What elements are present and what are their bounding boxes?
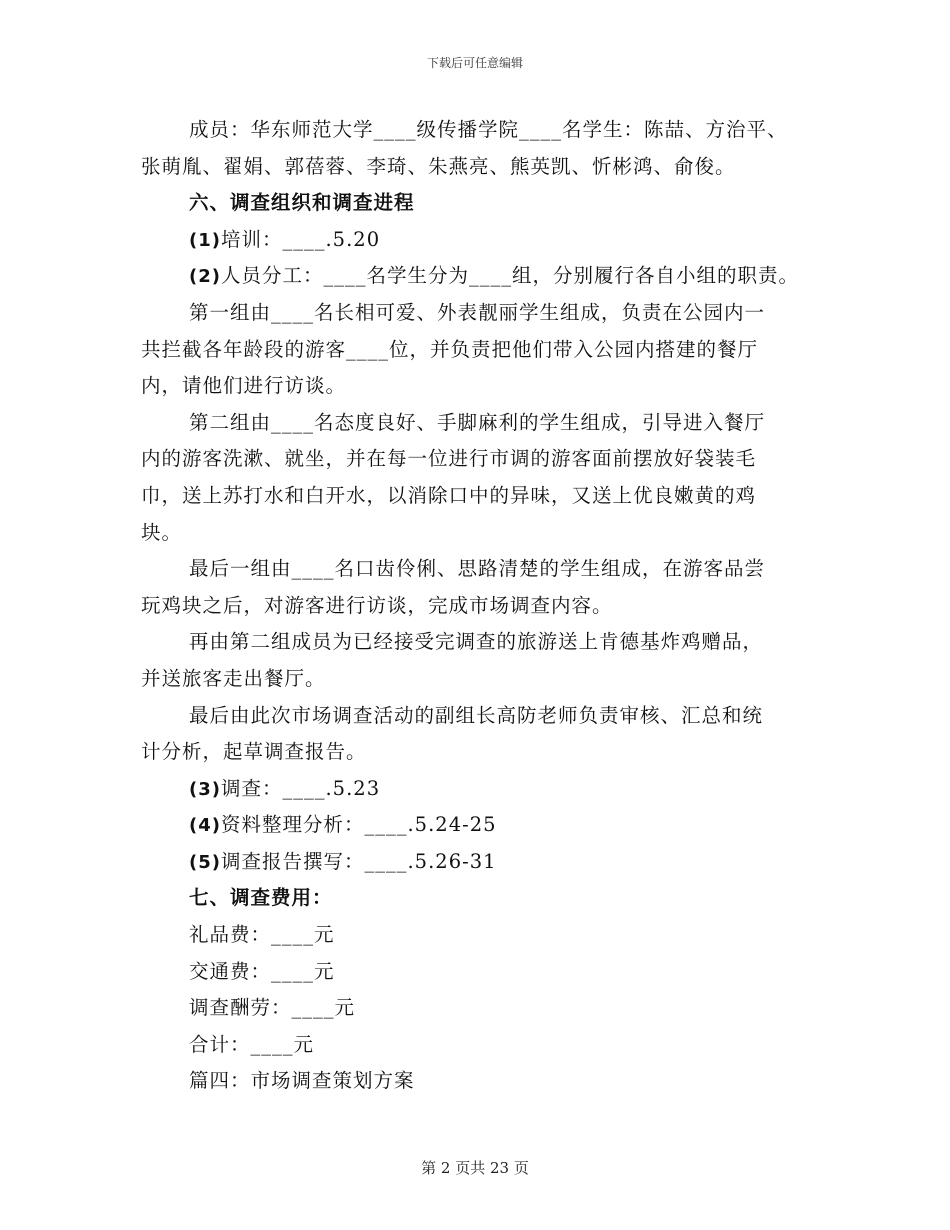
list-item-4: (4)资料整理分析：____.5.24-25 — [189, 813, 497, 837]
section-heading-7: 七、调查费用： — [189, 886, 333, 910]
paragraph-line: 并送旅客走出餐厅。 — [141, 666, 326, 690]
paragraph-line: 玩鸡块之后，对游客进行访谈，完成市场调查内容。 — [141, 593, 613, 617]
chapter-title: 篇四：市场调查策划方案 — [189, 1069, 415, 1093]
paragraph-line: 共拦截各年龄段的游客____位，并负责把他们带入公园内搭建的餐厅 — [141, 337, 759, 361]
page-header: 下载后可任意编辑 — [426, 56, 523, 70]
cost-item-total: 合计：____元 — [189, 1032, 315, 1056]
section-heading-6: 六、调查组织和调查进程 — [189, 191, 415, 215]
page-footer: 第 2 页共 23 页 — [421, 1159, 529, 1177]
paragraph-line: 巾，送上苏打水和白开水，以消除口中的异味，又送上优良嫩黄的鸡 — [141, 483, 757, 507]
cost-item-pay: 调查酬劳：____元 — [189, 996, 356, 1020]
paragraph-line: 最后由此次市场调查活动的副组长高防老师负责审核、汇总和统 — [189, 703, 764, 727]
list-item-1: (1)培训：____.5.20 — [189, 227, 381, 251]
paragraph-line: 块。 — [141, 520, 183, 544]
list-item-2: (2)人员分工：____名学生分为____组，分别履行各自小组的职责。 — [189, 264, 799, 288]
paragraph-line: 内的游客洗漱、就坐，并在每一位进行市调的游客面前摆放好袋装毛 — [141, 447, 757, 471]
paragraph-line: 第一组由____名长相可爱、外表靓丽学生组成，负责在公园内一 — [189, 300, 766, 324]
paragraph-line: 成员：华东师范大学____级传播学院____名学生：陈喆、方治平、 — [189, 118, 788, 141]
list-item-3: (3)调查：____.5.23 — [189, 776, 381, 800]
cost-item-gift: 礼品费：____元 — [189, 923, 335, 947]
paragraph-line: 计分析，起草调查报告。 — [141, 740, 367, 764]
document-body — [141, 112, 821, 1100]
paragraph-line: 最后一组由____名口齿伶俐、思路清楚的学生组成，在游客品尝 — [189, 557, 766, 581]
paragraph-line: 张萌胤、翟娟、郭蓓蓉、李琦、朱燕亮、熊英凯、忻彬鸿、俞俊。 — [141, 154, 736, 178]
cost-item-transport: 交通费：____元 — [189, 959, 335, 983]
paragraph-line: 第二组由____名态度良好、手脚麻利的学生组成，引导进入餐厅 — [189, 410, 766, 434]
list-item-5: (5)调查报告撰写：____.5.26-31 — [189, 849, 497, 873]
paragraph-line: 再由第二组成员为已经接受完调查的旅游送上肯德基炸鸡赠品， — [189, 630, 764, 654]
paragraph-line: 内，请他们进行访谈。 — [141, 374, 347, 398]
